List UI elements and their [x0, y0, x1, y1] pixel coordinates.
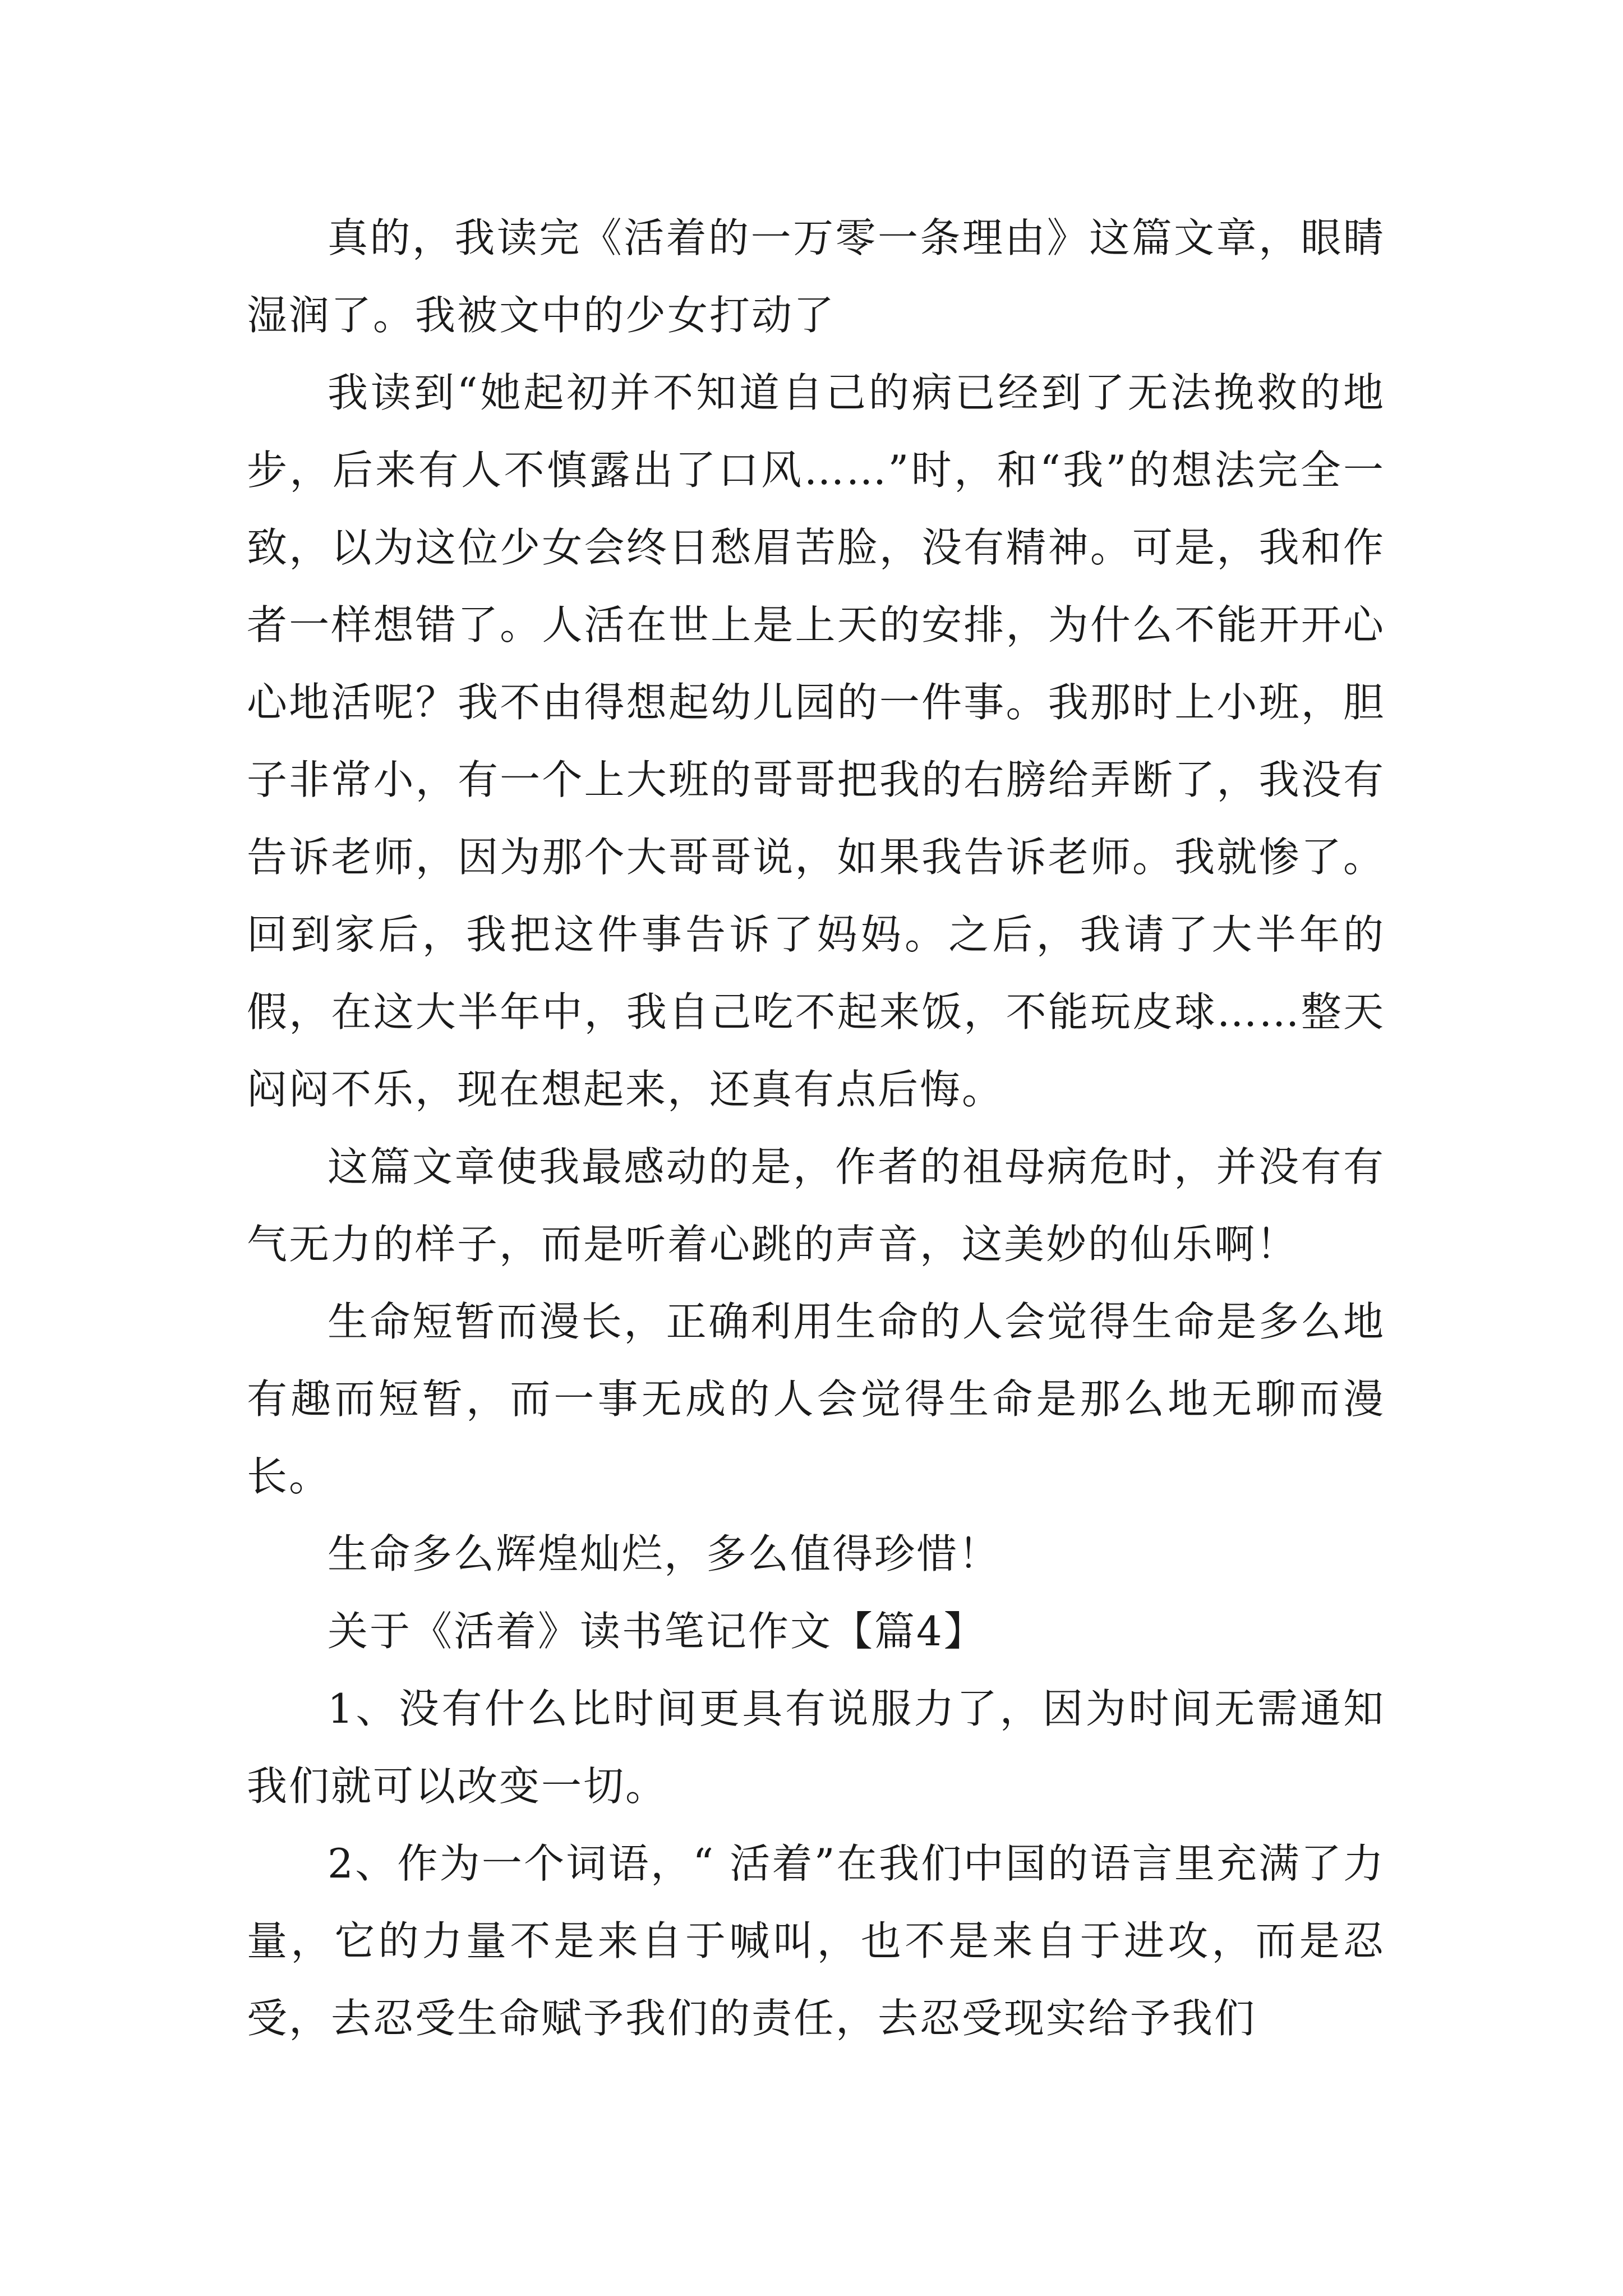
section-heading: 关于《活着》读书笔记作文【篇4】	[328, 1608, 986, 1655]
paragraph: 生命多么辉煌灿烂，多么值得珍惜！	[328, 1530, 1001, 1577]
paragraph: 这篇文章使我最感动的是，作者的祖母病危时，并没有有气无力的样子，而是听着心跳的声音，这美妙的仙乐啊！	[247, 1143, 1385, 1268]
paragraph: 我读到“她起初并不知道自己的病已经到了无法挽救的地步，后来有人不慎露出了口风……”时，和“我”的想法完全一致，以为这位少女会终日愁眉苦脸，没有精神。可是，我和作者一样想错了。人活在世上是上天的安排，为什么不能开开心心地活呢？我不由得想起幼儿园的一件事。我那时上小班，胆子非常小，有一个上大班的哥哥把我的右膀给弄断了，我没有告诉老师，因为那个大哥哥说，如果我告诉老师。我就惨了。回到家后，我把这件事告诉了妈妈。之后，我请了大半年的假，在这大半年中，我自己吃不起来饭，不能玩皮球……整天闷闷不乐，现在想起来，还真有点后悔。	[247, 369, 1385, 1113]
paragraph: 真的，我读完《活着的一万零一条理由》这篇文章，眼睛湿润了。我被文中的少女打动了	[247, 214, 1385, 339]
body-text	[247, 199, 1385, 2057]
paragraph: 1、没有什么比时间更具有说服力了，因为时间无需通知我们就可以改变一切。	[247, 1685, 1385, 1810]
paragraph: 生命短暂而漫长，正确利用生命的人会觉得生命是多么地有趣而短暂，而一事无成的人会觉得生命是那么地无聊而漫长。	[247, 1298, 1385, 1500]
paragraph: 2、作为一个词语，“ 活着”在我们中国的语言里充满了力量，它的力量不是来自于喊叫，也不是来自于进攻，而是忍受，去忍受生命赋予我们的责任，去忍受现实给予我们	[247, 1840, 1385, 2042]
